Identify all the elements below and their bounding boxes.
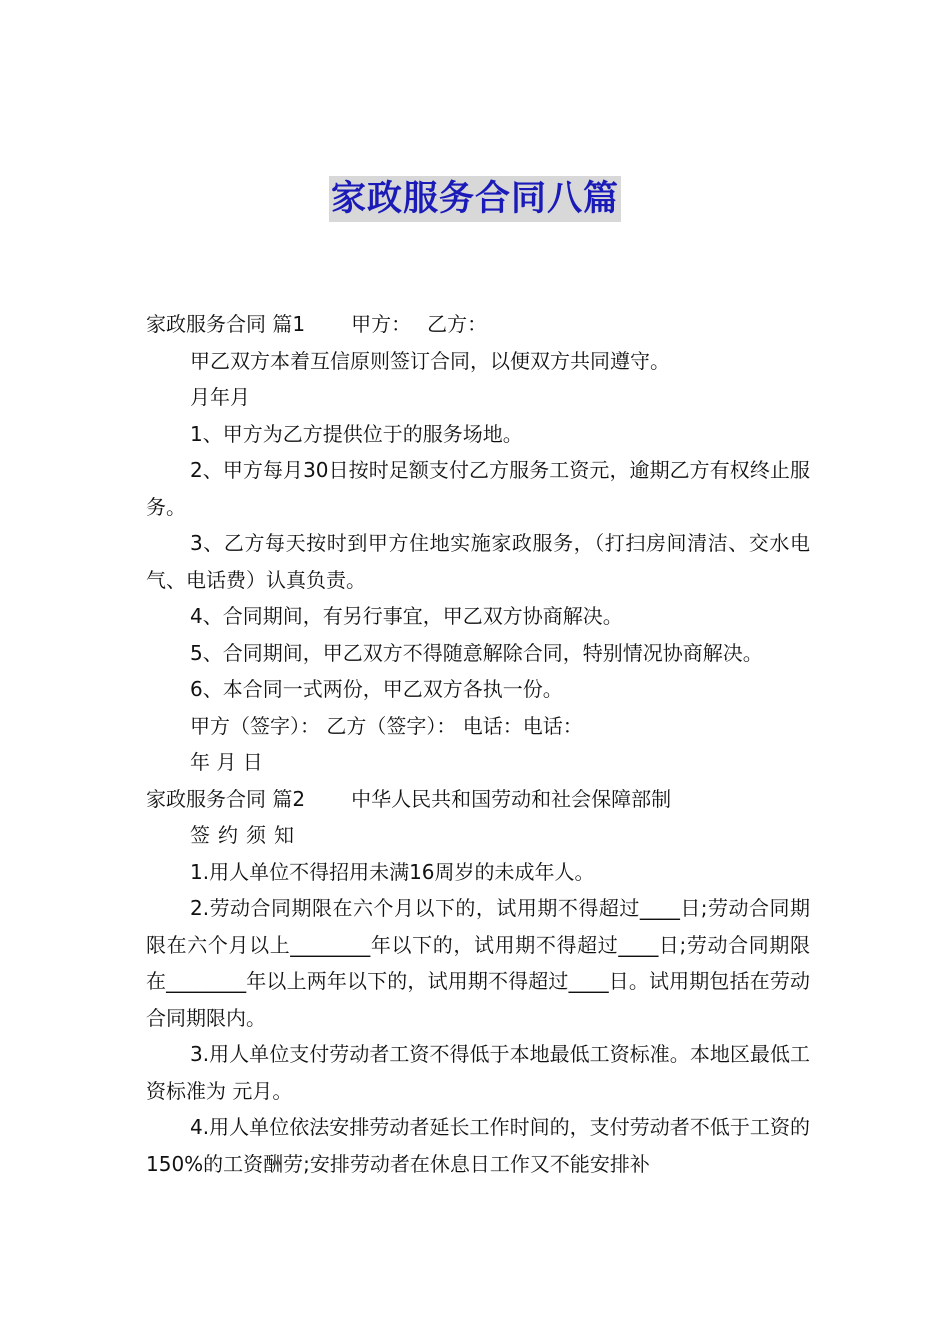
section2-heading: 家政服务合同 篇2: [146, 786, 306, 811]
title-container: [0, 176, 950, 222]
document-title: 家政服务合同八篇: [329, 176, 621, 222]
section1-heading-line: [146, 306, 810, 343]
section2-heading-line: [146, 781, 810, 818]
party-a-label: 甲方：: [351, 312, 412, 336]
party-b-label: 乙方：: [427, 312, 488, 336]
section2-item-1: 1.用人单位不得招用未满16周岁的未成年人。: [190, 859, 595, 884]
section1-clause-4: 4、合同期间，有另行事宜，甲乙双方协商解决。: [190, 604, 623, 628]
section1-sign-date: 年 月 日: [190, 750, 263, 774]
section1-clause-5: 5、合同期间，甲乙双方不得随意解除合同，特别情况协商解决。: [190, 640, 763, 665]
section2-notice-title: 签约须知: [190, 823, 302, 847]
section1-date-line: 月年月: [190, 385, 250, 409]
section2-item-3: 3.用人单位支付劳动者工资不得低于本地最低工资标准。本地区最低工资标准为 元月。: [146, 1042, 810, 1103]
section2-item-4: 4.用人单位依法安排劳动者延长工作时间的，支付劳动者不低于工资的150%的工资酬劳;安排劳动者在休息日工作又不能安排补: [146, 1115, 810, 1176]
section1-intro: 甲乙双方本着互信原则签订合同，以便双方共同遵守。: [190, 348, 670, 373]
document-body: [146, 306, 810, 1182]
section1-clause-3: 3、乙方每天按时到甲方住地实施家政服务，（打扫房间清洁、交水电气、电话费）认真负责。: [146, 531, 810, 592]
section1-signature-line: 甲方（签字）： 乙方（签字）： 电话：电话：: [190, 713, 583, 738]
section1-clause-6: 6、本合同一式两份，甲乙双方各执一份。: [190, 677, 563, 701]
section1-heading: 家政服务合同 篇1: [146, 312, 306, 336]
section2-issuer: 中华人民共和国劳动和社会保障部制: [351, 786, 672, 811]
section2-item-2: 2.劳动合同期限在六个月以下的，试用期不得超过____日;劳动合同期限在六个月以上________年以下的，试用期不得超过____日;劳动合同期限在________年以上两年以下的，试用期不得超过____日。试用期包括在劳动合同期限内。: [146, 896, 810, 1030]
section1-clause-1: 1、甲方为乙方提供位于的服务场地。: [190, 421, 523, 446]
section1-clause-2: 2、甲方每月30日按时足额支付乙方服务工资元，逾期乙方有权终止服务。: [146, 458, 810, 519]
